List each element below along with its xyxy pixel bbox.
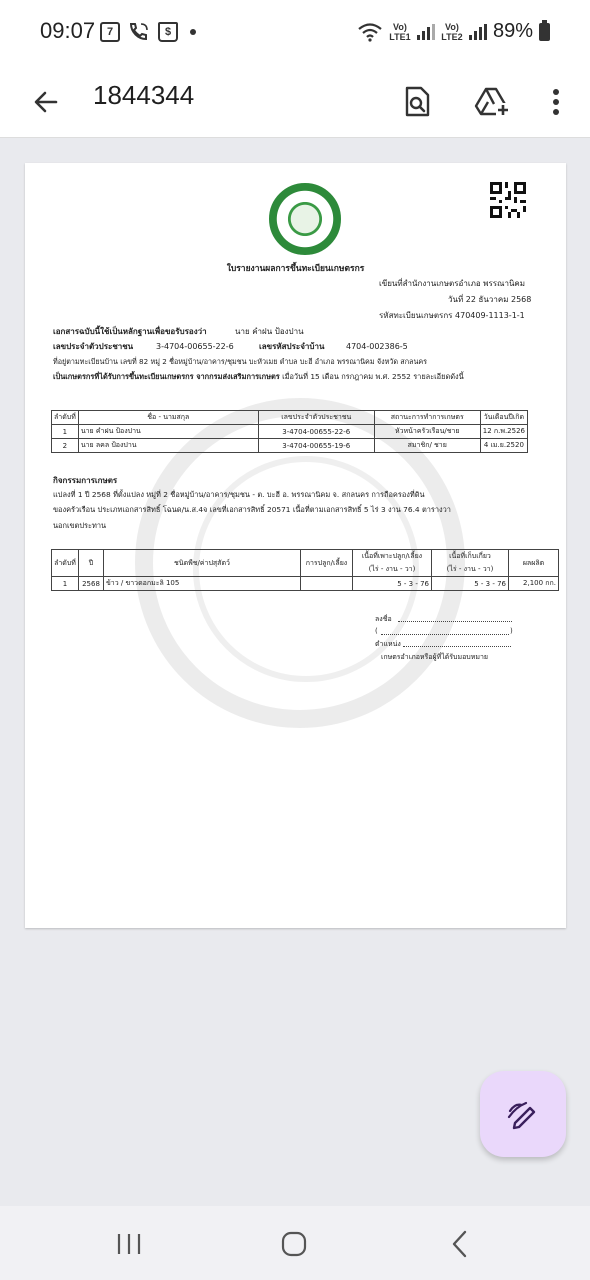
notification-icons [100, 22, 196, 42]
column-header: เลขประจำตัวประชาชน [258, 411, 374, 425]
system-navigation-bar [0, 1206, 590, 1280]
status-time: 09:07 [40, 18, 96, 43]
issue-date: วันที่ 22 ธันวาคม 2568 [448, 295, 532, 304]
column-header: ชนิดพืช/ค่าปสุสัตว์ [104, 550, 301, 577]
more-options-button[interactable] [532, 78, 580, 126]
members-table [51, 410, 528, 453]
document-title: 1844344 [93, 80, 195, 110]
position-label: ตำแหน่ง [375, 640, 401, 648]
registered-rest: เมื่อวันที่ 15 เดือน กรกฎาคม พ.ศ. 2552 รายละเอียดดังนี้ [279, 372, 464, 381]
add-to-drive-button[interactable] [468, 78, 516, 126]
sim2-signal-icon [469, 24, 487, 40]
more-notifications-dot [190, 29, 196, 35]
edit-pen-icon [506, 1097, 540, 1131]
signature-label: ลงชื่อ [375, 615, 392, 623]
house-code-label: เลขรหัสประจำบ้าน [259, 342, 325, 351]
find-in-document-button[interactable] [393, 78, 441, 126]
column-header: สถานะการทำการเกษตร [374, 411, 480, 425]
table-cell: สมาชิก/ ชาย [374, 439, 480, 453]
table-cell [301, 577, 353, 591]
home-icon [281, 1231, 307, 1257]
seven-eleven-icon: 7 [100, 22, 120, 42]
column-header: การปลูก/เลี้ยง [301, 550, 353, 577]
id-value: 3-4704-00655-22-6 [156, 342, 234, 351]
shopping-bag-icon: $ [158, 22, 178, 42]
address: ที่อยู่ตามทะเบียนบ้าน เลขที่ 82 หมู่ 2 ชื่อหมู่บ้าน/อาคาร/ชุมชน บะหัวเมย ตำบล บะฮี อำเภอ พรรณานิคม จังหวัด สกลนคร [53, 357, 428, 366]
activities-line-2: ของครัวเรือน ประเภทเอกสารสิทธิ์ โฉนด/น.ส.4จ เลขที่เอกสารสิทธิ์ 20571 เนื้อที่ตามเอกสารสิทธิ์ 5 ไร่ 3 งาน 76.4 ตารางวา [53, 505, 451, 514]
more-vert-icon [552, 88, 560, 116]
app-bar [0, 66, 590, 138]
table-header-row [52, 411, 528, 425]
home-button[interactable] [270, 1220, 318, 1268]
table-header-row [52, 550, 559, 564]
certify-label: เอกสารฉบับนี้ใช้เป็นหลักฐานเพื่อขอรับรองว่า [53, 327, 207, 336]
column-header: ลำดับที่ [52, 411, 79, 425]
department-seal-logo [269, 183, 341, 255]
table-cell: 12 ก.พ.2526 [480, 425, 527, 439]
battery-percent: 89% [492, 20, 533, 42]
signature-close-paren: ) [510, 627, 513, 635]
status-bar [0, 0, 590, 66]
back-button[interactable] [22, 78, 70, 126]
sim2-label: Vo) LTE2 [441, 21, 463, 42]
sim1-signal-icon [417, 24, 435, 40]
chevron-left-icon [451, 1230, 469, 1258]
wifi-call-icon [128, 22, 150, 42]
qr-code-icon [490, 182, 526, 218]
document-heading: ใบรายงานผลการขึ้นทะเบียนเกษตรกร [226, 264, 365, 274]
document-page[interactable] [25, 163, 566, 928]
recent-apps-button[interactable] [105, 1220, 153, 1268]
table-cell: 2,100 กก. [509, 577, 559, 591]
column-subheader: (ไร่ - งาน - วา) [353, 563, 432, 577]
wifi-icon [357, 22, 383, 42]
activities-line-1: แปลงที่ 1 ปี 2568 ที่ตั้งแปลง หมู่ที่ 2 ชื่อหมู่บ้าน/อาคาร/ชุมชน - ต. บะฮี อ. พรรณานิคม จ. สกลนคร การถือครองที่ดิน [53, 490, 425, 499]
table-cell: 2568 [79, 577, 104, 591]
table-row [52, 577, 559, 591]
signature-name-line [381, 634, 509, 635]
table-cell: 3-4704-00655-22-6 [258, 425, 374, 439]
signature-caption: เกษตรอำเภอหรือผู้ที่ได้รับมอบหมาย [381, 653, 488, 661]
signature-line [398, 621, 512, 622]
table-cell: นาย ลคล ป้องปาน [78, 439, 258, 453]
certify-name: นาย คำฝน ป้องปาน [235, 327, 304, 336]
column-header: ชื่อ - นามสกุล [78, 411, 258, 425]
table-cell: นาย คำฝน ป้องปาน [78, 425, 258, 439]
registry-code: รหัสทะเบียนเกษตรกร 470409-1113-1-1 [379, 311, 525, 320]
column-header: ผลผลิต [509, 550, 559, 577]
back-arrow-icon [32, 88, 60, 116]
table-cell: 5 - 3 - 76 [353, 577, 432, 591]
status-indicators [357, 20, 550, 43]
position-line [403, 646, 511, 647]
table-row [52, 439, 528, 453]
table-cell: 5 - 3 - 76 [432, 577, 509, 591]
signature-open-paren: ( [375, 627, 378, 635]
id-label: เลขประจำตัวประชาชน [53, 342, 134, 351]
table-cell: 1 [52, 425, 79, 439]
column-header: ปี [79, 550, 104, 577]
written-at: เขียนที่สำนักงานเกษตรอำเภอ พรรณานิคม [379, 279, 526, 288]
column-header: ลำดับที่ [52, 550, 79, 577]
system-back-button[interactable] [436, 1220, 484, 1268]
table-cell: ข้าว / ขาวดอกมะลิ 105 [104, 577, 301, 591]
column-subheader: (ไร่ - งาน - วา) [432, 563, 509, 577]
document-search-icon [403, 86, 431, 118]
registered-bold: เป็นเกษตรกรที่ได้รับการขึ้นทะเบียนเกษตรกร จากกรมส่งเสริมการเกษตร [53, 372, 280, 381]
column-header: เนื้อที่เพาะปลูก/เลี้ยง [353, 550, 432, 564]
table-row [52, 425, 528, 439]
table-cell: 1 [52, 577, 79, 591]
crops-table [51, 549, 559, 591]
column-header: เนื้อที่เก็บเกี่ยว [432, 550, 509, 564]
drive-add-icon [474, 87, 510, 117]
registration-line [53, 372, 464, 382]
edit-fab-button[interactable] [480, 1071, 566, 1157]
battery-icon [539, 23, 550, 41]
column-header: วันเดือนปีเกิด [480, 411, 527, 425]
activities-heading: กิจกรรมการเกษตร [53, 476, 118, 485]
table-cell: 2 [52, 439, 79, 453]
sim1-label: Vo) LTE1 [389, 21, 411, 42]
recent-apps-icon [116, 1232, 142, 1256]
activities-line-3: นอกเขตประทาน [53, 521, 107, 530]
table-cell: 3-4704-00655-19-6 [258, 439, 374, 453]
house-code-value: 4704-002386-5 [346, 342, 408, 351]
table-cell: 4 เม.ย.2520 [480, 439, 527, 453]
table-cell: หัวหน้าครัวเรือน/ชาย [374, 425, 480, 439]
